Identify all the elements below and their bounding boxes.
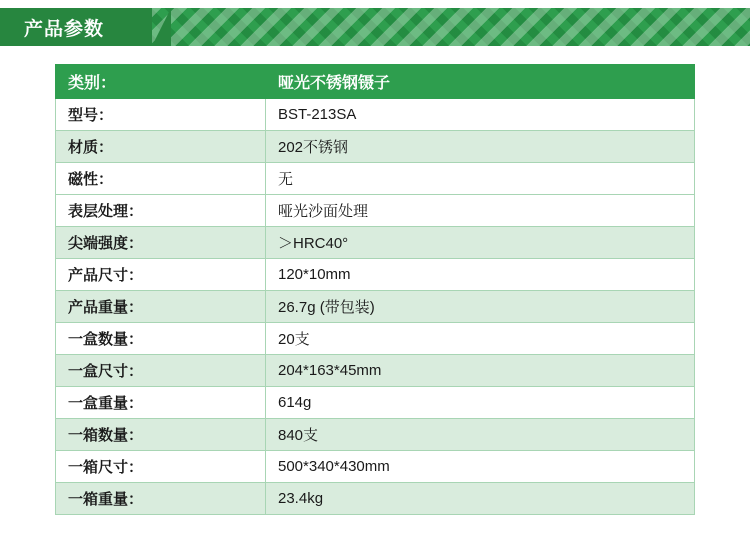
row-key: 产品尺寸： — [56, 259, 266, 291]
table-row — [56, 195, 695, 227]
table-row — [56, 291, 695, 323]
row-value: 614g — [266, 387, 695, 419]
product-spec-table — [55, 64, 695, 515]
table-row — [56, 259, 695, 291]
table-row — [56, 483, 695, 515]
row-value: 500*340*430mm — [266, 451, 695, 483]
spec-table-body — [56, 65, 695, 515]
row-value: ＞HRC40° — [266, 227, 695, 259]
table-row — [56, 387, 695, 419]
row-key: 型号： — [56, 99, 266, 131]
row-key: 一箱数量： — [56, 419, 266, 451]
table-row — [56, 227, 695, 259]
section-banner — [0, 0, 750, 54]
row-value: 204*163*45mm — [266, 355, 695, 387]
row-value: 哑光沙面处理 — [266, 195, 695, 227]
table-header-key: 类别： — [56, 65, 266, 99]
banner-bottom-strip — [0, 46, 750, 54]
table-row — [56, 163, 695, 195]
row-key: 一盒重量： — [56, 387, 266, 419]
section-title-label: 产品参数 — [24, 18, 105, 40]
table-row — [56, 131, 695, 163]
table-row — [56, 451, 695, 483]
row-value: 202不锈钢 — [266, 131, 695, 163]
row-value: 26.7g (带包装) — [266, 291, 695, 323]
banner-top-strip — [0, 0, 750, 8]
row-value: 23.4kg — [266, 483, 695, 515]
row-value: 120*10mm — [266, 259, 695, 291]
table-row — [56, 355, 695, 387]
table-header-value: 哑光不锈钢镊子 — [266, 65, 695, 99]
spec-table-container — [0, 54, 750, 515]
row-key: 一箱尺寸： — [56, 451, 266, 483]
table-row — [56, 419, 695, 451]
row-key: 表层处理： — [56, 195, 266, 227]
row-value: 20支 — [266, 323, 695, 355]
row-key: 磁性： — [56, 163, 266, 195]
row-value: 无 — [266, 163, 695, 195]
row-value: BST-213SA — [266, 99, 695, 131]
row-key: 尖端强度： — [56, 227, 266, 259]
table-row — [56, 323, 695, 355]
row-key: 材质： — [56, 131, 266, 163]
table-row — [56, 99, 695, 131]
table-header-row — [56, 65, 695, 99]
row-value: 840支 — [266, 419, 695, 451]
section-title-tab — [0, 8, 152, 46]
row-key: 一箱重量： — [56, 483, 266, 515]
row-key: 一盒数量： — [56, 323, 266, 355]
row-key: 一盒尺寸： — [56, 355, 266, 387]
row-key: 产品重量： — [56, 291, 266, 323]
